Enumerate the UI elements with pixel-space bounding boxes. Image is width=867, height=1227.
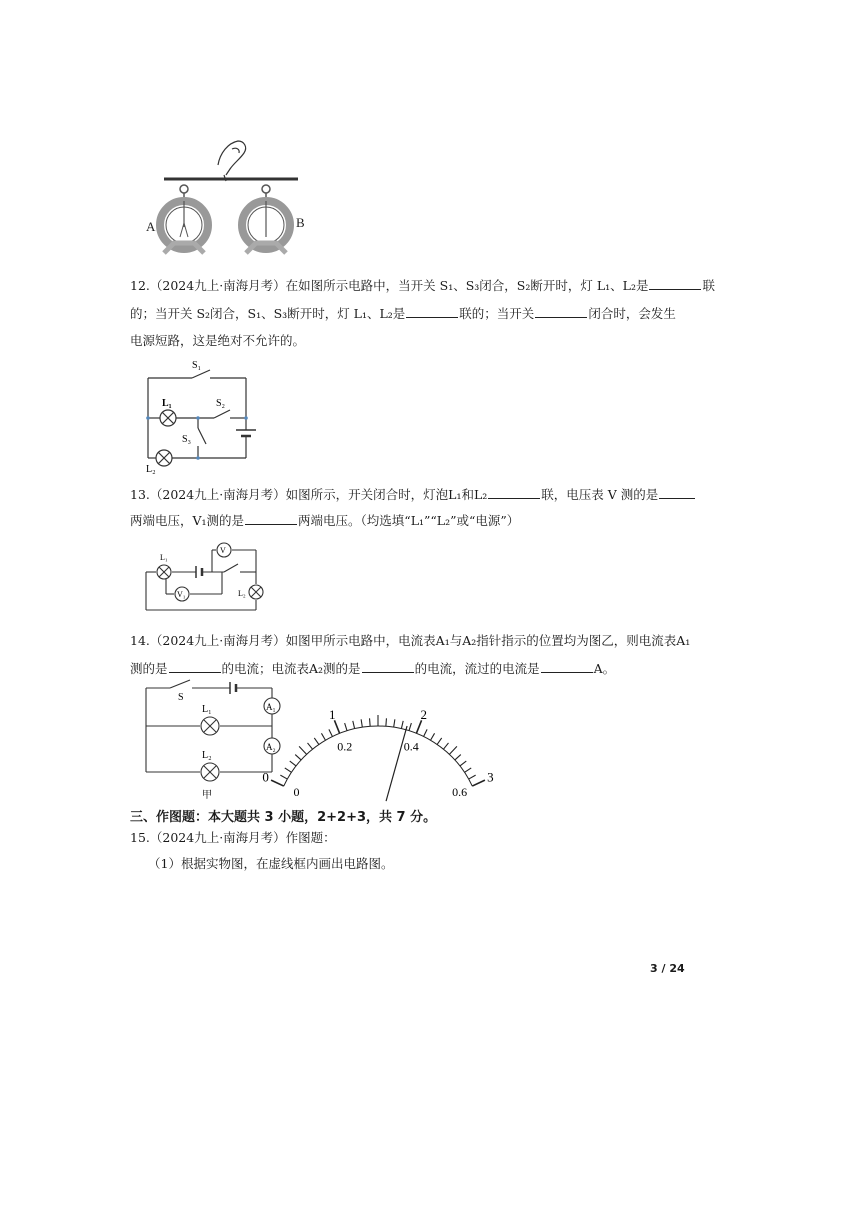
q13-circuit xyxy=(142,538,272,614)
q12-text-1b: 联 xyxy=(702,278,715,293)
meter-tick xyxy=(370,718,371,726)
q14-blank-1[interactable] xyxy=(169,660,221,673)
q12-blank-1[interactable] xyxy=(649,277,701,290)
electroscope-a xyxy=(160,185,208,253)
meter-tick xyxy=(394,719,395,727)
q13-text-1b: 联，电压表 V 测的是 xyxy=(541,487,659,502)
label-l1: L₁ xyxy=(202,704,212,715)
meter-tick xyxy=(321,733,325,740)
q14-blank-2[interactable] xyxy=(362,660,414,673)
lamp-l1-icon xyxy=(160,410,176,426)
q13-blank-1[interactable] xyxy=(488,486,540,499)
label-l2: L₂ xyxy=(146,464,156,475)
hand-icon xyxy=(218,141,246,181)
meter-inner-label: 0 xyxy=(293,784,300,799)
meter-inner-label: 0.2 xyxy=(337,739,353,754)
meter-tick xyxy=(299,746,307,754)
meter-tick xyxy=(416,720,421,733)
switch-s3 xyxy=(198,428,206,444)
meter-outer-label: 3 xyxy=(487,769,494,785)
q12-text-2a: 的；当开关 S₂闭合，S₁、S₃断开时，灯 L₁、L₂是 xyxy=(130,306,406,321)
q13-text-1a: 13.（2024九上·南海月考）如图所示，开关闭合时，灯泡L₁和L₂ xyxy=(130,487,488,502)
meter-tick xyxy=(460,761,466,766)
meter-tick xyxy=(443,743,448,749)
q12-text-1a: 12.（2024九上·南海月考）在如图所示电路中，当开关 S₁、S₃闭合，S₂断开时，灯 L₁、L₂是 xyxy=(130,278,649,293)
q12-line-3: 电源短路，这是绝对不允许的。 xyxy=(130,333,306,348)
meter-tick xyxy=(308,743,313,749)
meter-tick xyxy=(290,761,296,766)
label-l2: L₂ xyxy=(238,589,246,598)
meter-tick xyxy=(449,746,457,754)
meter-inner-label: 0.6 xyxy=(452,784,468,799)
label-l1: L₁ xyxy=(160,553,168,562)
electroscope-b xyxy=(242,185,290,253)
meter-tick xyxy=(334,720,339,733)
q13-line-2 xyxy=(130,512,519,529)
label-s1: S₁ xyxy=(192,360,202,371)
q14-text-2d: A。 xyxy=(593,661,616,676)
label-a2: A₂ xyxy=(266,742,276,752)
q14-blank-3[interactable] xyxy=(541,660,593,673)
label-s3: S₃ xyxy=(182,434,192,445)
switch-s xyxy=(170,680,190,688)
meter-tick xyxy=(424,729,428,736)
meter-outer-label: 0 xyxy=(262,769,269,785)
label-l2: L₂ xyxy=(202,750,212,761)
q15-line-2: （1）根据实物图，在虚线框内画出电路图。 xyxy=(148,856,394,871)
meter-tick xyxy=(469,775,476,779)
q14-text-2b: 的电流；电流表A₂测的是 xyxy=(221,661,361,676)
q13-blank-3[interactable] xyxy=(245,512,297,525)
lamp-l1-icon xyxy=(201,717,219,735)
q14-text-2a: 测的是 xyxy=(130,661,168,676)
meter-tick xyxy=(353,721,355,729)
meter-tick xyxy=(345,723,347,731)
meter-tick xyxy=(455,755,461,760)
q12-blank-3[interactable] xyxy=(535,305,587,318)
switch-s1 xyxy=(192,370,210,378)
q13-line-1 xyxy=(130,486,696,503)
meter-tick xyxy=(386,718,387,726)
meter-outer-label: 1 xyxy=(328,706,336,722)
q14-text-2c: 的电流，流过的电流是 xyxy=(414,661,540,676)
figure-caption-jia: 甲 xyxy=(202,790,212,801)
q12-text-2c: 闭合时，会发生 xyxy=(588,306,676,321)
meter-scale xyxy=(271,715,485,786)
label-s: S xyxy=(178,692,184,703)
q15-line-1: 15.（2024九上·南海月考）作图题： xyxy=(130,830,336,845)
q12-blank-2[interactable] xyxy=(406,305,458,318)
meter-outer-label: 2 xyxy=(420,706,428,722)
electroscope-figure xyxy=(140,135,310,270)
label-b: B xyxy=(296,215,305,230)
label-v: V xyxy=(220,546,226,555)
meter-tick xyxy=(314,738,319,745)
label-a: A xyxy=(146,219,156,234)
q12-text-2b: 联的；当开关 xyxy=(459,306,535,321)
switch-s2 xyxy=(214,410,230,418)
q13-blank-2[interactable] xyxy=(659,486,695,499)
label-s2: S₂ xyxy=(216,398,226,409)
q12-line-1 xyxy=(130,277,715,294)
meter-tick xyxy=(431,733,435,740)
meter-tick xyxy=(472,780,485,786)
q12-line-2 xyxy=(130,305,676,322)
meter-tick xyxy=(329,729,333,736)
section-3-heading: 三、作图题：本大题共 3 小题，2+2+3，共 7 分。 xyxy=(130,810,437,825)
label-a1: A₁ xyxy=(266,702,276,712)
meter-tick xyxy=(465,768,472,772)
q13-text-2b: 两端电压。（均选填“L₁”“L₂”或“电源”） xyxy=(298,513,520,528)
q14-line-2 xyxy=(130,660,615,677)
lamp-l1-icon xyxy=(157,565,171,579)
lamp-l2-icon xyxy=(249,585,263,599)
page-number: 3 / 24 xyxy=(650,962,685,975)
meter-tick xyxy=(409,723,411,731)
meter-tick xyxy=(401,721,403,729)
meter-tick xyxy=(361,719,362,727)
meter-tick xyxy=(295,755,301,760)
q12-circuit xyxy=(140,356,260,474)
lamp-l2-icon xyxy=(156,450,172,466)
switch xyxy=(224,564,238,572)
q13-text-2a: 两端电压，V₁测的是 xyxy=(130,513,245,528)
meter-tick xyxy=(437,738,442,745)
meter-arc xyxy=(284,726,473,786)
label-v1: V₁ xyxy=(177,590,186,599)
meter-pointer xyxy=(386,726,407,801)
label-l1: L₁ xyxy=(162,398,172,409)
meter-inner-label: 0.4 xyxy=(403,739,419,754)
q14-line-1: 14.（2024九上·南海月考）如图甲所示电路中，电流表A₁与A₂指针指示的位置均为图乙，则电流表A₁ xyxy=(130,633,691,648)
lamp-l2-icon xyxy=(201,763,219,781)
